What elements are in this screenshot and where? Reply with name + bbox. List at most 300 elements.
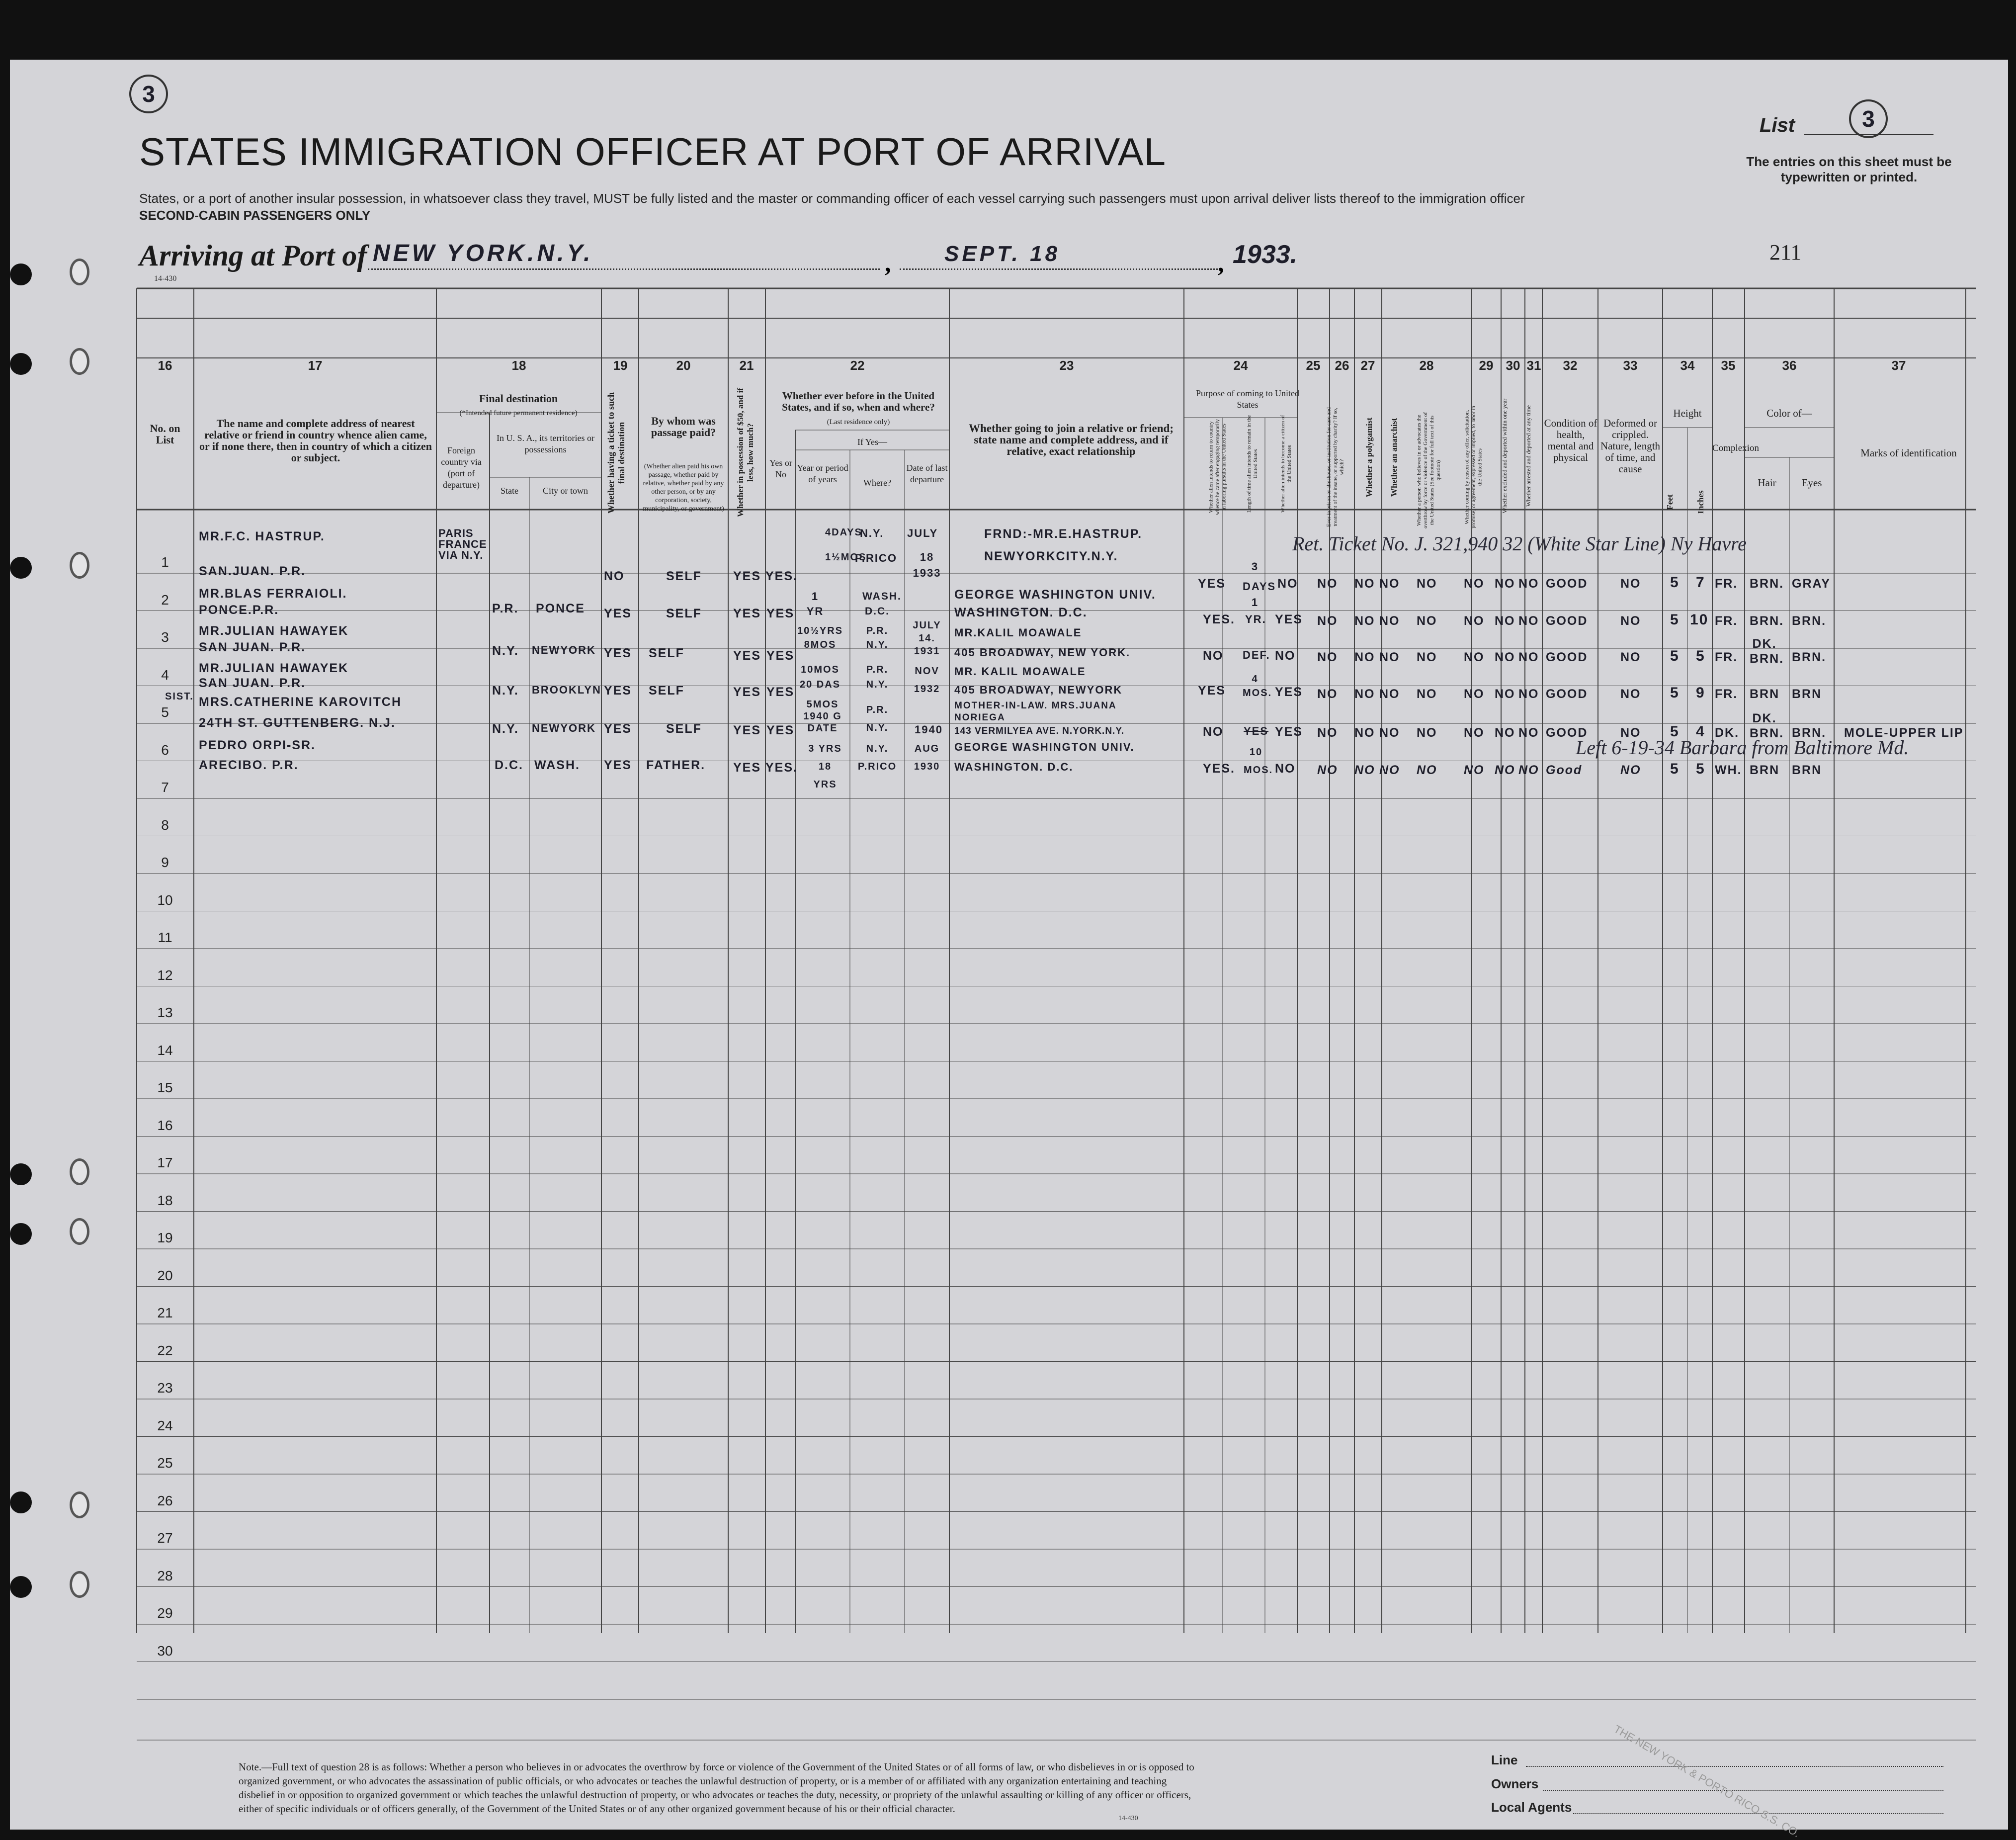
header-offer-labor: Whether coming by reason of any offer, solicitation, promise, or agreement, expressed or implied, to labor in the United States	[1464, 406, 1483, 528]
row4-relative-name: MR.JULIAN HAWAYEK	[199, 661, 349, 675]
header-color-of: Color of—	[1766, 407, 1812, 419]
line-field	[1526, 1766, 1943, 1767]
sheet-number: 211	[1769, 240, 1802, 264]
row4-state: N.Y.	[492, 684, 519, 698]
row4-join-address: 405 BROADWAY, NEWYORK	[954, 684, 1123, 696]
row2-arrested: NO	[1518, 614, 1539, 628]
row6-feet: 5	[1670, 761, 1680, 777]
row6-city: WASH.	[534, 758, 580, 772]
row6-deformed: NO	[1620, 763, 1641, 777]
row2-offer: NO	[1464, 614, 1485, 628]
row1-period: 1½MOS	[825, 552, 867, 563]
row2-join: GEORGE WASHINGTON UNIV.	[954, 588, 1156, 602]
column-number: 29	[1479, 358, 1494, 373]
row6-join-address: WASHINGTON. D.C.	[954, 761, 1074, 773]
header-in-usa: In U. S. A., its territories or possessions	[497, 433, 594, 454]
row1-return: YES	[1198, 577, 1226, 591]
row2-complexion: FR.	[1715, 614, 1738, 628]
row1-excluded: NO	[1495, 577, 1515, 591]
form-code: 14-430	[154, 274, 177, 283]
column-number: 35	[1721, 358, 1736, 373]
row3-possession: YES	[733, 649, 761, 663]
year-value: 1933.	[1233, 240, 1298, 269]
row6-period: 3 YRS 18 YRS	[808, 743, 842, 790]
row2-passage: SELF	[666, 607, 702, 620]
row1-length: 3 DAYS	[1243, 560, 1276, 593]
row5-join: MOTHER-IN-LAW. MRS.JUANA NORIEGA	[954, 701, 1116, 723]
row3-passage: SELF	[649, 646, 684, 660]
row5-ever-before: YES	[766, 723, 795, 737]
row3-excluded: NO	[1495, 650, 1515, 664]
header-complexion: Complexion	[1712, 443, 1759, 453]
column-number: 17	[308, 358, 323, 373]
row2-citizen: YES	[1275, 613, 1303, 626]
row5-deformed: NO	[1620, 726, 1641, 740]
row5-date: 1940	[915, 723, 943, 736]
header-final-destination: Final destination	[479, 392, 558, 405]
row5-relationship: SIST.	[165, 691, 194, 702]
row3-ticket: YES	[604, 646, 632, 660]
row5-citizen: YES	[1275, 725, 1303, 739]
row1-feet: 5	[1670, 574, 1680, 591]
column-number: 28	[1419, 358, 1434, 373]
row1-deformed: NO	[1620, 577, 1641, 591]
row3-deformed: NO	[1620, 650, 1641, 664]
row3-ever-before: YES	[766, 649, 795, 663]
row-number: 10	[157, 892, 173, 908]
row6-where: N.Y. P.RICO	[857, 743, 897, 772]
row2-possession: YES	[733, 607, 761, 620]
row4-length: 4 MOS.	[1243, 674, 1272, 699]
date-value: SEPT. 18	[944, 242, 1061, 266]
row-number: 2	[161, 592, 169, 608]
row-number: 6	[161, 742, 169, 758]
header-arrested: Whether arrested and deported at any time	[1525, 405, 1532, 507]
row4-possession: YES	[733, 685, 761, 699]
row5-ticket: YES	[604, 722, 632, 736]
header-yes-or-no: Yes or No	[769, 458, 792, 479]
row3-period: 10½YRS 8MOS	[797, 625, 843, 650]
header-deformed: Deformed or crippled. Nature, length of time, and cause	[1600, 417, 1661, 475]
row3-where: P.R. N.Y.	[866, 625, 889, 650]
header-passage-paid: By whom was passage paid?	[651, 415, 716, 438]
row6-polygamist: NO	[1354, 763, 1375, 777]
header-ever-before: Whether ever before in the United States, and if so, when and where?	[782, 390, 935, 413]
row6-hair: BRN	[1750, 763, 1780, 777]
row4-period: 10MOS 20 DAS	[799, 664, 841, 690]
row2-prison: NO	[1317, 614, 1338, 628]
header-length-of-time: Length of time alien intends to remain in the United States	[1246, 415, 1259, 513]
row3-overthrow: NO	[1417, 650, 1437, 664]
row0-date: JULY	[907, 527, 938, 539]
row6-departure-note: Left 6-19-34 Barbara from Baltimore Md.	[1576, 736, 1909, 759]
row4-anarchist: NO	[1379, 687, 1400, 701]
row1-ticket-note: Ret. Ticket No. J. 321,940 32 (White Star Line) Ny Havre	[1292, 532, 1747, 555]
column-number: 27	[1360, 358, 1375, 373]
list-label: List	[1760, 114, 1795, 136]
header-height: Height	[1673, 407, 1702, 419]
page-title: STATES IMMIGRATION OFFICER AT PORT OF ARRIVAL	[139, 130, 1167, 174]
column-number: 22	[850, 358, 865, 373]
row-number: 12	[157, 967, 173, 983]
row4-prison: NO	[1317, 687, 1338, 701]
row1-eyes: GRAY	[1792, 577, 1831, 591]
local-agents-label: Local Agents	[1491, 1800, 1572, 1815]
row3-date: JULY 14. 1931	[913, 620, 941, 657]
row3-state: N.Y.	[492, 644, 519, 658]
row3-length: DEF.	[1243, 649, 1270, 661]
row4-passage: SELF	[649, 684, 684, 698]
row-number: 5	[161, 704, 169, 720]
owners-label: Owners	[1491, 1776, 1539, 1791]
header-date-departure: Date of last departure	[906, 463, 948, 484]
row6-overthrow: NO	[1417, 763, 1437, 777]
corner-circled-number: 3	[129, 75, 168, 113]
row6-excluded: NO	[1495, 763, 1515, 777]
row4-feet: 5	[1670, 685, 1680, 701]
typewritten-note: The entries on this sheet must be typewritten or printed.	[1746, 154, 1952, 184]
row4-ever-before: YES	[766, 685, 795, 699]
row5-passage: SELF	[666, 722, 702, 736]
row6-inches: 5	[1696, 761, 1705, 777]
header-period: Year or period of years	[797, 463, 848, 484]
row5-length: YES	[1244, 725, 1269, 737]
row3-inches: 5	[1696, 648, 1705, 664]
arriving-label: Arriving at Port of	[139, 239, 367, 272]
row4-offer: NO	[1464, 687, 1485, 701]
row4-eyes: BRN	[1792, 687, 1822, 701]
row5-city: NEWYORK	[532, 722, 596, 734]
line-label: Line	[1491, 1752, 1518, 1767]
row2-relative-name: MR.BLAS FERRAIOLI.	[199, 587, 347, 601]
row5-state: N.Y.	[492, 722, 519, 736]
row-number: 4	[161, 667, 169, 683]
column-number: 20	[676, 358, 691, 373]
row-number: 22	[157, 1342, 173, 1358]
row4-date: NOV 1932	[914, 666, 940, 695]
row3-feet: 5	[1670, 648, 1680, 664]
row4-hair: BRN	[1750, 687, 1780, 701]
row1-possession: YES	[733, 569, 761, 583]
header-marks: Marks of identification	[1860, 447, 1957, 459]
row1-inches: 7	[1696, 574, 1705, 591]
header-overthrow: Whether a person who believes in or advocates the overthrow by force or violence of the Government of the United States (See footnote for full text of this question)	[1416, 412, 1441, 528]
header-possession-50: Whether in possession of $50, and if less, how much?	[736, 388, 755, 517]
header-where: Where?	[863, 478, 891, 488]
column-number: 16	[158, 358, 172, 373]
column-number: 24	[1233, 358, 1248, 373]
row6-health: Good	[1546, 763, 1583, 777]
row6-relative-name: PEDRO ORPI-SR.	[199, 738, 316, 752]
row3-return: NO	[1203, 649, 1224, 663]
row5-relative-address: 24TH ST. GUTTENBERG. N.J.	[199, 716, 396, 730]
row3-relative-address: SAN JUAN. P.R.	[199, 640, 306, 654]
row1-relative: SAN.JUAN. P.R.	[199, 564, 306, 578]
header-last-residence: (Last residence only)	[827, 418, 890, 426]
row-number: 9	[161, 855, 169, 870]
comma: ,	[885, 249, 891, 277]
row5-arrested: NO	[1518, 726, 1539, 740]
header-join-relative: Whether going to join a relative or friend; state name and complete address, and if relative, exact relationship	[968, 422, 1174, 457]
column-number: 21	[739, 358, 754, 373]
row6-length: 10 MOS.	[1244, 747, 1273, 776]
row-number: 27	[157, 1530, 173, 1546]
row6-join: GEORGE WASHINGTON UNIV.	[954, 741, 1135, 753]
company-stamp: THE NEW YORK & PORTO RICO S.S. CO.	[1611, 1722, 1802, 1840]
row1-where: P.RICO	[855, 552, 897, 564]
header-ticket: Whether having a ticket to such final destination	[606, 392, 626, 514]
row4-inches: 9	[1696, 685, 1705, 701]
header-city: City or town	[542, 486, 588, 496]
row2-ticket: YES	[604, 607, 632, 620]
row-number: 17	[157, 1155, 173, 1170]
row1-join: NEWYORKCITY.N.Y.	[984, 549, 1118, 563]
row5-prison: NO	[1317, 726, 1338, 740]
column-number: 36	[1782, 358, 1797, 373]
row4-overthrow: NO	[1417, 687, 1437, 701]
row-number: 28	[157, 1568, 173, 1583]
row5-overthrow: NO	[1417, 726, 1437, 740]
row0-period: 4DAYS	[825, 527, 862, 538]
row6-citizen: NO	[1275, 762, 1296, 776]
owners-field	[1543, 1790, 1943, 1791]
comma: ,	[1218, 249, 1224, 277]
row4-citizen: YES	[1275, 685, 1303, 699]
row5-inches: 4	[1696, 723, 1705, 740]
row4-excluded: NO	[1495, 687, 1515, 701]
row5-complexion: DK.	[1715, 726, 1740, 740]
row2-return: YES.	[1203, 613, 1235, 626]
row5-eyes: BRN.	[1792, 726, 1827, 740]
row3-eyes: BRN.	[1792, 650, 1827, 664]
row6-return: YES.	[1203, 762, 1235, 776]
row6-arrested: NO	[1518, 763, 1539, 777]
column-number: 32	[1563, 358, 1578, 373]
row4-relative-address: SAN JUAN. P.R.	[199, 676, 306, 690]
row2-feet: 5	[1670, 612, 1680, 628]
row-number: 20	[157, 1267, 173, 1283]
row5-possession: YES	[733, 723, 761, 737]
row4-where: P.R. N.Y.	[866, 664, 889, 690]
column-number: 18	[511, 358, 526, 373]
row0-join: FRND:-MR.E.HASTRUP.	[984, 527, 1143, 541]
row4-city: BROOKLYN	[532, 684, 601, 696]
row6-offer: NO	[1464, 763, 1485, 777]
row2-eyes: BRN.	[1792, 614, 1827, 628]
row1-health: GOOD	[1546, 577, 1588, 591]
row-number: 30	[157, 1643, 173, 1659]
row4-deformed: NO	[1620, 687, 1641, 701]
row2-relative-address: PONCE.P.R.	[199, 603, 279, 617]
row-number: 26	[157, 1492, 173, 1508]
header-if-yes: If Yes—	[857, 437, 887, 447]
subtitle-line1: States, or a port of another insular possession, in whatsoever class they travel, MUST be fully listed and the master or commanding officer of each vessel carrying such passengers must upon arrival deliver lists thereof to the immigration officer	[139, 191, 1525, 206]
column-number: 37	[1891, 358, 1906, 373]
row2-deformed: NO	[1620, 614, 1641, 628]
column-number: 33	[1623, 358, 1638, 373]
row2-where: WASH. D.C.	[862, 591, 902, 617]
row3-offer: NO	[1464, 650, 1485, 664]
row6-relative-address: ARECIBO. P.R.	[199, 758, 299, 772]
row3-health: GOOD	[1546, 650, 1588, 664]
row4-return: YES	[1198, 684, 1226, 698]
row3-anarchist: NO	[1379, 650, 1400, 664]
row2-overthrow: NO	[1417, 614, 1437, 628]
row-number: 3	[161, 629, 169, 645]
row1-prison: NO	[1317, 577, 1338, 591]
header-nearest-relative: The name and complete address of nearest relative or friend in country whence alien came, or if none there, then in country of which a citizen or subject.	[199, 417, 432, 464]
row4-complexion: FR.	[1715, 687, 1738, 701]
row0-where: N.Y.	[860, 527, 884, 539]
row1-citizen: NO	[1277, 577, 1298, 591]
row3-citizen: NO	[1275, 649, 1296, 663]
row6-anarchist: NO	[1379, 763, 1400, 777]
header-anarchist: Whether an anarchist	[1389, 418, 1399, 497]
row6-complexion: WH.	[1715, 763, 1742, 777]
row0-foreign-via: PARIS FRANCE VIA N.Y.	[438, 527, 487, 561]
row1-passage: SELF	[666, 569, 702, 583]
header-hair: Hair	[1758, 477, 1776, 489]
row6-ever-before: YES.	[765, 761, 798, 775]
row-number: 24	[157, 1417, 173, 1433]
row-number: 16	[157, 1117, 173, 1133]
header-foreign-country: Foreign country via (port of departure)	[441, 445, 482, 490]
header-return-country: Whether alien intends to return to country whence he came after engaging temporarily in laboring pursuits in the United States	[1208, 419, 1227, 515]
row2-inches: 10	[1690, 612, 1709, 628]
header-feet: Feet	[1665, 494, 1675, 510]
column-number: 25	[1306, 358, 1321, 373]
row2-polygamist: NO	[1354, 614, 1375, 628]
row5-marks: MOLE-UPPER LIP	[1844, 726, 1964, 740]
row6-prison: NO	[1317, 763, 1338, 777]
row-number: 15	[157, 1080, 173, 1095]
row-number: 19	[157, 1230, 173, 1245]
header-no-on-list: No. on List	[150, 422, 180, 446]
row-number: 8	[161, 817, 169, 833]
row4-polygamist: NO	[1354, 687, 1375, 701]
list-number: 3	[1849, 99, 1888, 138]
row5-feet: 5	[1670, 723, 1680, 740]
row1-polygamist: NO	[1354, 577, 1375, 591]
manifest-sheet	[10, 60, 2008, 1840]
row3-join-address: 405 BROADWAY, NEW YORK.	[954, 646, 1131, 659]
row5-period: 5MOS 1940 G DATE	[803, 699, 842, 734]
column-number: 23	[1059, 358, 1074, 373]
header-prison: Ever in prison or almshouse, or institution for care and treatment of the insane, or supported by charity? If so, which?	[1326, 407, 1345, 527]
row3-arrested: NO	[1518, 650, 1539, 664]
row3-relative-name: MR.JULIAN HAWAYEK	[199, 624, 349, 638]
row-number: 25	[157, 1455, 173, 1471]
row6-state: D.C.	[495, 758, 523, 772]
row-number: 13	[157, 1005, 173, 1020]
footer-form-code: 14-430	[1118, 1815, 1138, 1822]
row2-city: PONCE	[536, 602, 585, 615]
row3-prison: NO	[1317, 650, 1338, 664]
row1-date: 18 1933	[913, 551, 941, 579]
row5-excluded: NO	[1495, 726, 1515, 740]
table-grid	[10, 60, 2008, 1830]
row1-offer: NO	[1464, 577, 1485, 591]
row4-arrested: NO	[1518, 687, 1539, 701]
row6-eyes: BRN	[1792, 763, 1822, 777]
row2-period: 1 YR	[806, 590, 824, 617]
row1-arrested: NO	[1518, 577, 1539, 591]
footnote-question-28: Note.—Full text of question 28 is as follows: Whether a person who believes in or advocates the overthrow by force or violence of the Government of the United States or of all forms of law, or who disbelieves in or is opposed to organized government, or who advocates the assassination of public officials, or who advocates or teaches the unlawful destruction of property, or is a member of or affiliated with any organization entertaining and teaching disbelief in or opposition to organized government or which teaches the unlawful destruction of property, or who advocates or teaches the duty, necessity, or propriety of the unlawful assaulting or killing of any officer or officers, either of specific individuals or of officers generally, of the Government of the United States or of any other organized government because of his or their official character.	[239, 1761, 1194, 1815]
row2-health: GOOD	[1546, 614, 1588, 628]
row1-overthrow: NO	[1417, 577, 1437, 591]
row5-health: GOOD	[1546, 726, 1588, 740]
row5-anarchist: NO	[1379, 726, 1400, 740]
row3-polygamist: NO	[1354, 650, 1375, 664]
row3-complexion: FR.	[1715, 650, 1738, 664]
row-number: 21	[157, 1305, 173, 1320]
row6-date: AUG 1930	[914, 743, 940, 772]
row2-anarchist: NO	[1379, 614, 1400, 628]
row-number: 29	[157, 1605, 173, 1621]
row4-ticket: YES	[604, 684, 632, 698]
row-number: 18	[157, 1192, 173, 1208]
row6-passage: FATHER.	[646, 758, 706, 772]
row3-join: MR.KALIL MOAWALE	[954, 626, 1082, 639]
row2-ever-before: YES	[766, 607, 795, 620]
row5-relative-name: MRS.CATHERINE KAROVITCH	[199, 695, 402, 709]
row1-hair: BRN.	[1750, 577, 1784, 591]
row-number: 11	[158, 930, 172, 945]
row5-offer: NO	[1464, 726, 1485, 740]
header-polygamist: Whether a polygamist	[1364, 417, 1374, 498]
row-number: 7	[161, 780, 169, 795]
header-eyes: Eyes	[1801, 477, 1822, 489]
row1-anarchist: NO	[1379, 577, 1400, 591]
row4-join: MR. KALIL MOAWALE	[954, 665, 1086, 678]
row-number: 23	[157, 1380, 173, 1396]
row2-excluded: NO	[1495, 614, 1515, 628]
row3-city: NEWYORK	[532, 644, 596, 656]
header-state: State	[501, 486, 518, 496]
row6-possession: YES	[733, 761, 761, 775]
row5-join-address: 143 VERMILYEA AVE. N.YORK.N.Y.	[954, 726, 1125, 736]
row2-state: P.R.	[492, 602, 519, 615]
header-final-destination-note: (*Intended future permanent residence)	[459, 409, 578, 417]
row2-hair: BRN.	[1750, 614, 1784, 628]
row2-length: 1 YR.	[1245, 596, 1266, 625]
row1-complexion: FR.	[1715, 577, 1738, 591]
row4-health: GOOD	[1546, 687, 1588, 701]
column-number: 19	[613, 358, 628, 373]
row5-polygamist: NO	[1354, 726, 1375, 740]
header-purpose: Purpose of coming to United States	[1196, 388, 1299, 410]
port-value: NEW YORK.N.Y.	[373, 240, 593, 266]
row6-ticket: YES	[604, 758, 632, 772]
row1-ever-before: YES.	[765, 569, 798, 583]
row0-relative: MR.F.C. HASTRUP.	[199, 529, 325, 543]
header-passage-note: (Whether alien paid his own passage, whether paid by relative, whether paid by any other person, or by any corporation, society, municipality, or government)	[643, 463, 724, 513]
subtitle-line2: SECOND-CABIN PASSENGERS ONLY	[139, 208, 371, 223]
row5-return: NO	[1203, 725, 1224, 739]
header-health: Condition of health, mental and physical	[1544, 417, 1597, 463]
row-number: 1	[161, 554, 169, 570]
header-inches: Inches	[1696, 490, 1705, 514]
column-number: 26	[1335, 358, 1349, 373]
header-excluded: Whether excluded and deported within one year	[1501, 398, 1508, 514]
column-number: 31	[1526, 358, 1541, 373]
column-number: 30	[1506, 358, 1520, 373]
row5-hair: DK. BRN.	[1750, 711, 1784, 740]
row5-where: P.R. N.Y.	[866, 704, 889, 733]
column-number: 34	[1680, 358, 1695, 373]
row3-hair: DK. BRN.	[1750, 637, 1784, 666]
row-number: 14	[157, 1042, 173, 1058]
